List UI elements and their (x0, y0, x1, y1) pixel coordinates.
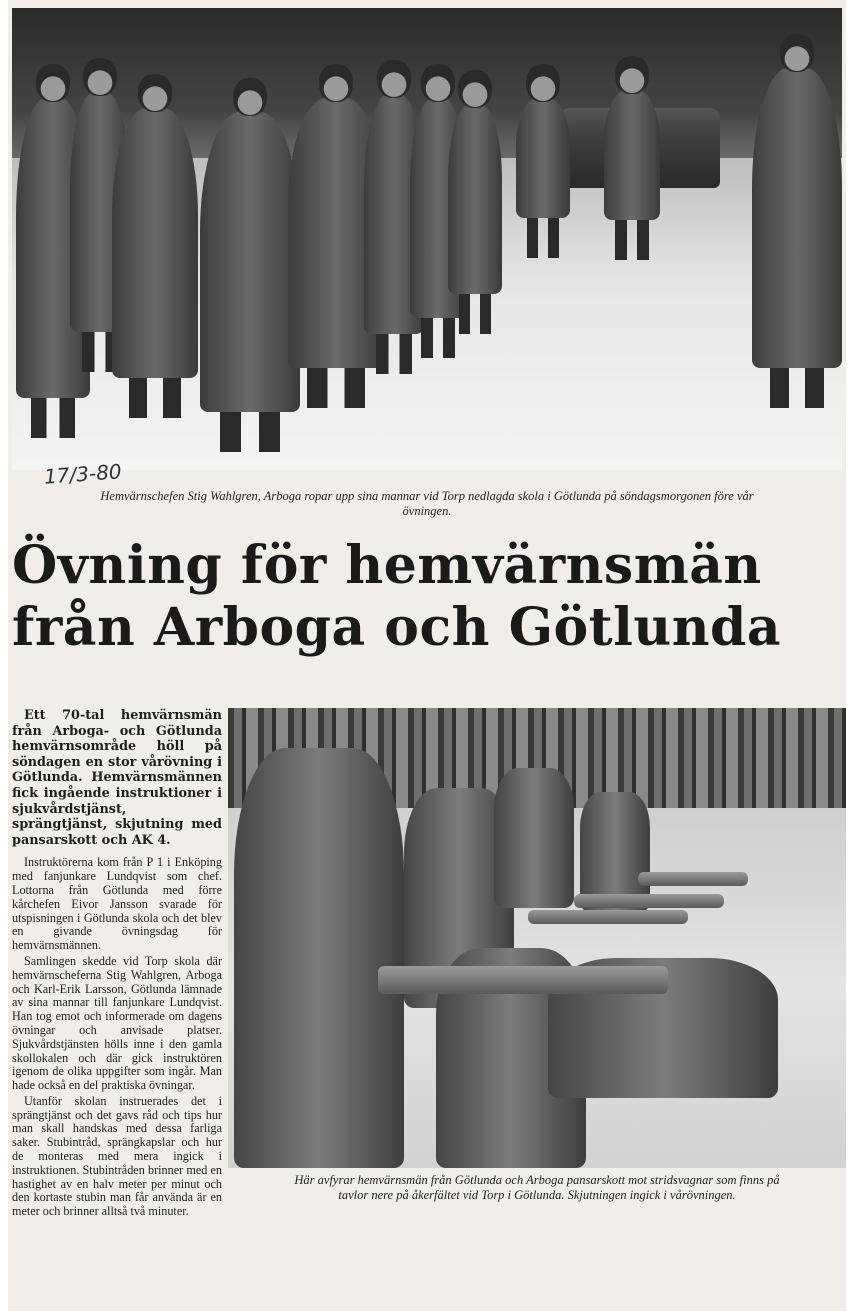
headline-line: Övning för hemvärnsmän (12, 535, 762, 596)
article-paragraph: Instruktörerna kom från P 1 i Enköping med fanjunkare Lundqvist som chef. Lottorna från Götlunda med förre kårchefen Eivor Jansson svarade för utspisningen i Götlunda skola och det blev en givande övningsdag för hemvärnsmännen. (12, 855, 222, 953)
article-paragraph: Utanför skolan instruerades det i sprängtjänst och det gavs råd och tips hur man skall handskas med dessa farliga saker. Stubintråd, sprängkapslar och hur de monteras med mera ingick i instruktionen. Stubintråden brinner med en hastighet av en halv meter per minut och den kortaste stubin man får använda är en meter och brinner alltså två minuter. (12, 1093, 222, 1219)
article-body (12, 708, 222, 1221)
article-headline (12, 535, 842, 659)
soldier-figure (494, 768, 574, 908)
anti-tank-weapon (378, 966, 668, 994)
article-paragraph: Samlingen skedde vid Torp skola där hemvärnscheferna Stig Wahlgren, Arboga och Karl-Erik Larsson, Götlunda lämnade av sina mannar till fanjunkare Lundqvist. Han tog emot och informerade om dagens övningar och anvisade platser. Sjukvårdstjänsten hölls inne i den gamla skollokalen och där gick instruktören igenom de olika uppgifter som ingår. Man hade också en del praktiska övningar. (12, 953, 222, 1093)
article-lead: Ett 70-tal hemvärnsmän från Arboga- och Götlunda hemvärnsområde höll på söndagen en stor vårövning i Götlunda. Hemvärnsmännen fick ingående instruktioner i sjukvårdstjänst, sprängtjänst, skjutning med pansarskott och AK 4. (12, 708, 222, 848)
anti-tank-weapon (528, 910, 688, 924)
soldier-figure (516, 98, 570, 218)
soldier-figure (112, 108, 198, 378)
soldier-figure (604, 90, 660, 220)
commander-figure (752, 68, 842, 368)
anti-tank-weapon (638, 872, 748, 886)
headline-line: från Arboga och Götlunda (12, 597, 782, 658)
anti-tank-weapon (574, 894, 724, 908)
soldier-figure (448, 104, 502, 294)
bottom-photo-caption (228, 1173, 846, 1203)
soldier-figure (200, 112, 300, 412)
caption-line: Hemvärnschefen Stig Wahlgren, Arboga ropar upp sina mannar vid Torp nedlagda skola i Götlunda på söndagsmorgonen före vår (100, 489, 754, 503)
caption-line: övningen. (402, 504, 452, 518)
bottom-photo-firing-exercise (228, 708, 846, 1168)
top-photo-soldiers-lineup (12, 8, 842, 470)
handwritten-date: 17/3-80 (43, 459, 123, 489)
caption-line: Här avfyrar hemvärnsmän från Götlunda och Arboga pansarskott mot stridsvagnar som finns på (294, 1173, 780, 1187)
caption-line: tavlor nere på åkerfältet vid Torp i Götlunda. Skjutningen ingick i vårövningen. (338, 1188, 736, 1202)
top-photo-caption (12, 489, 842, 519)
instructor-figure (234, 748, 404, 1168)
